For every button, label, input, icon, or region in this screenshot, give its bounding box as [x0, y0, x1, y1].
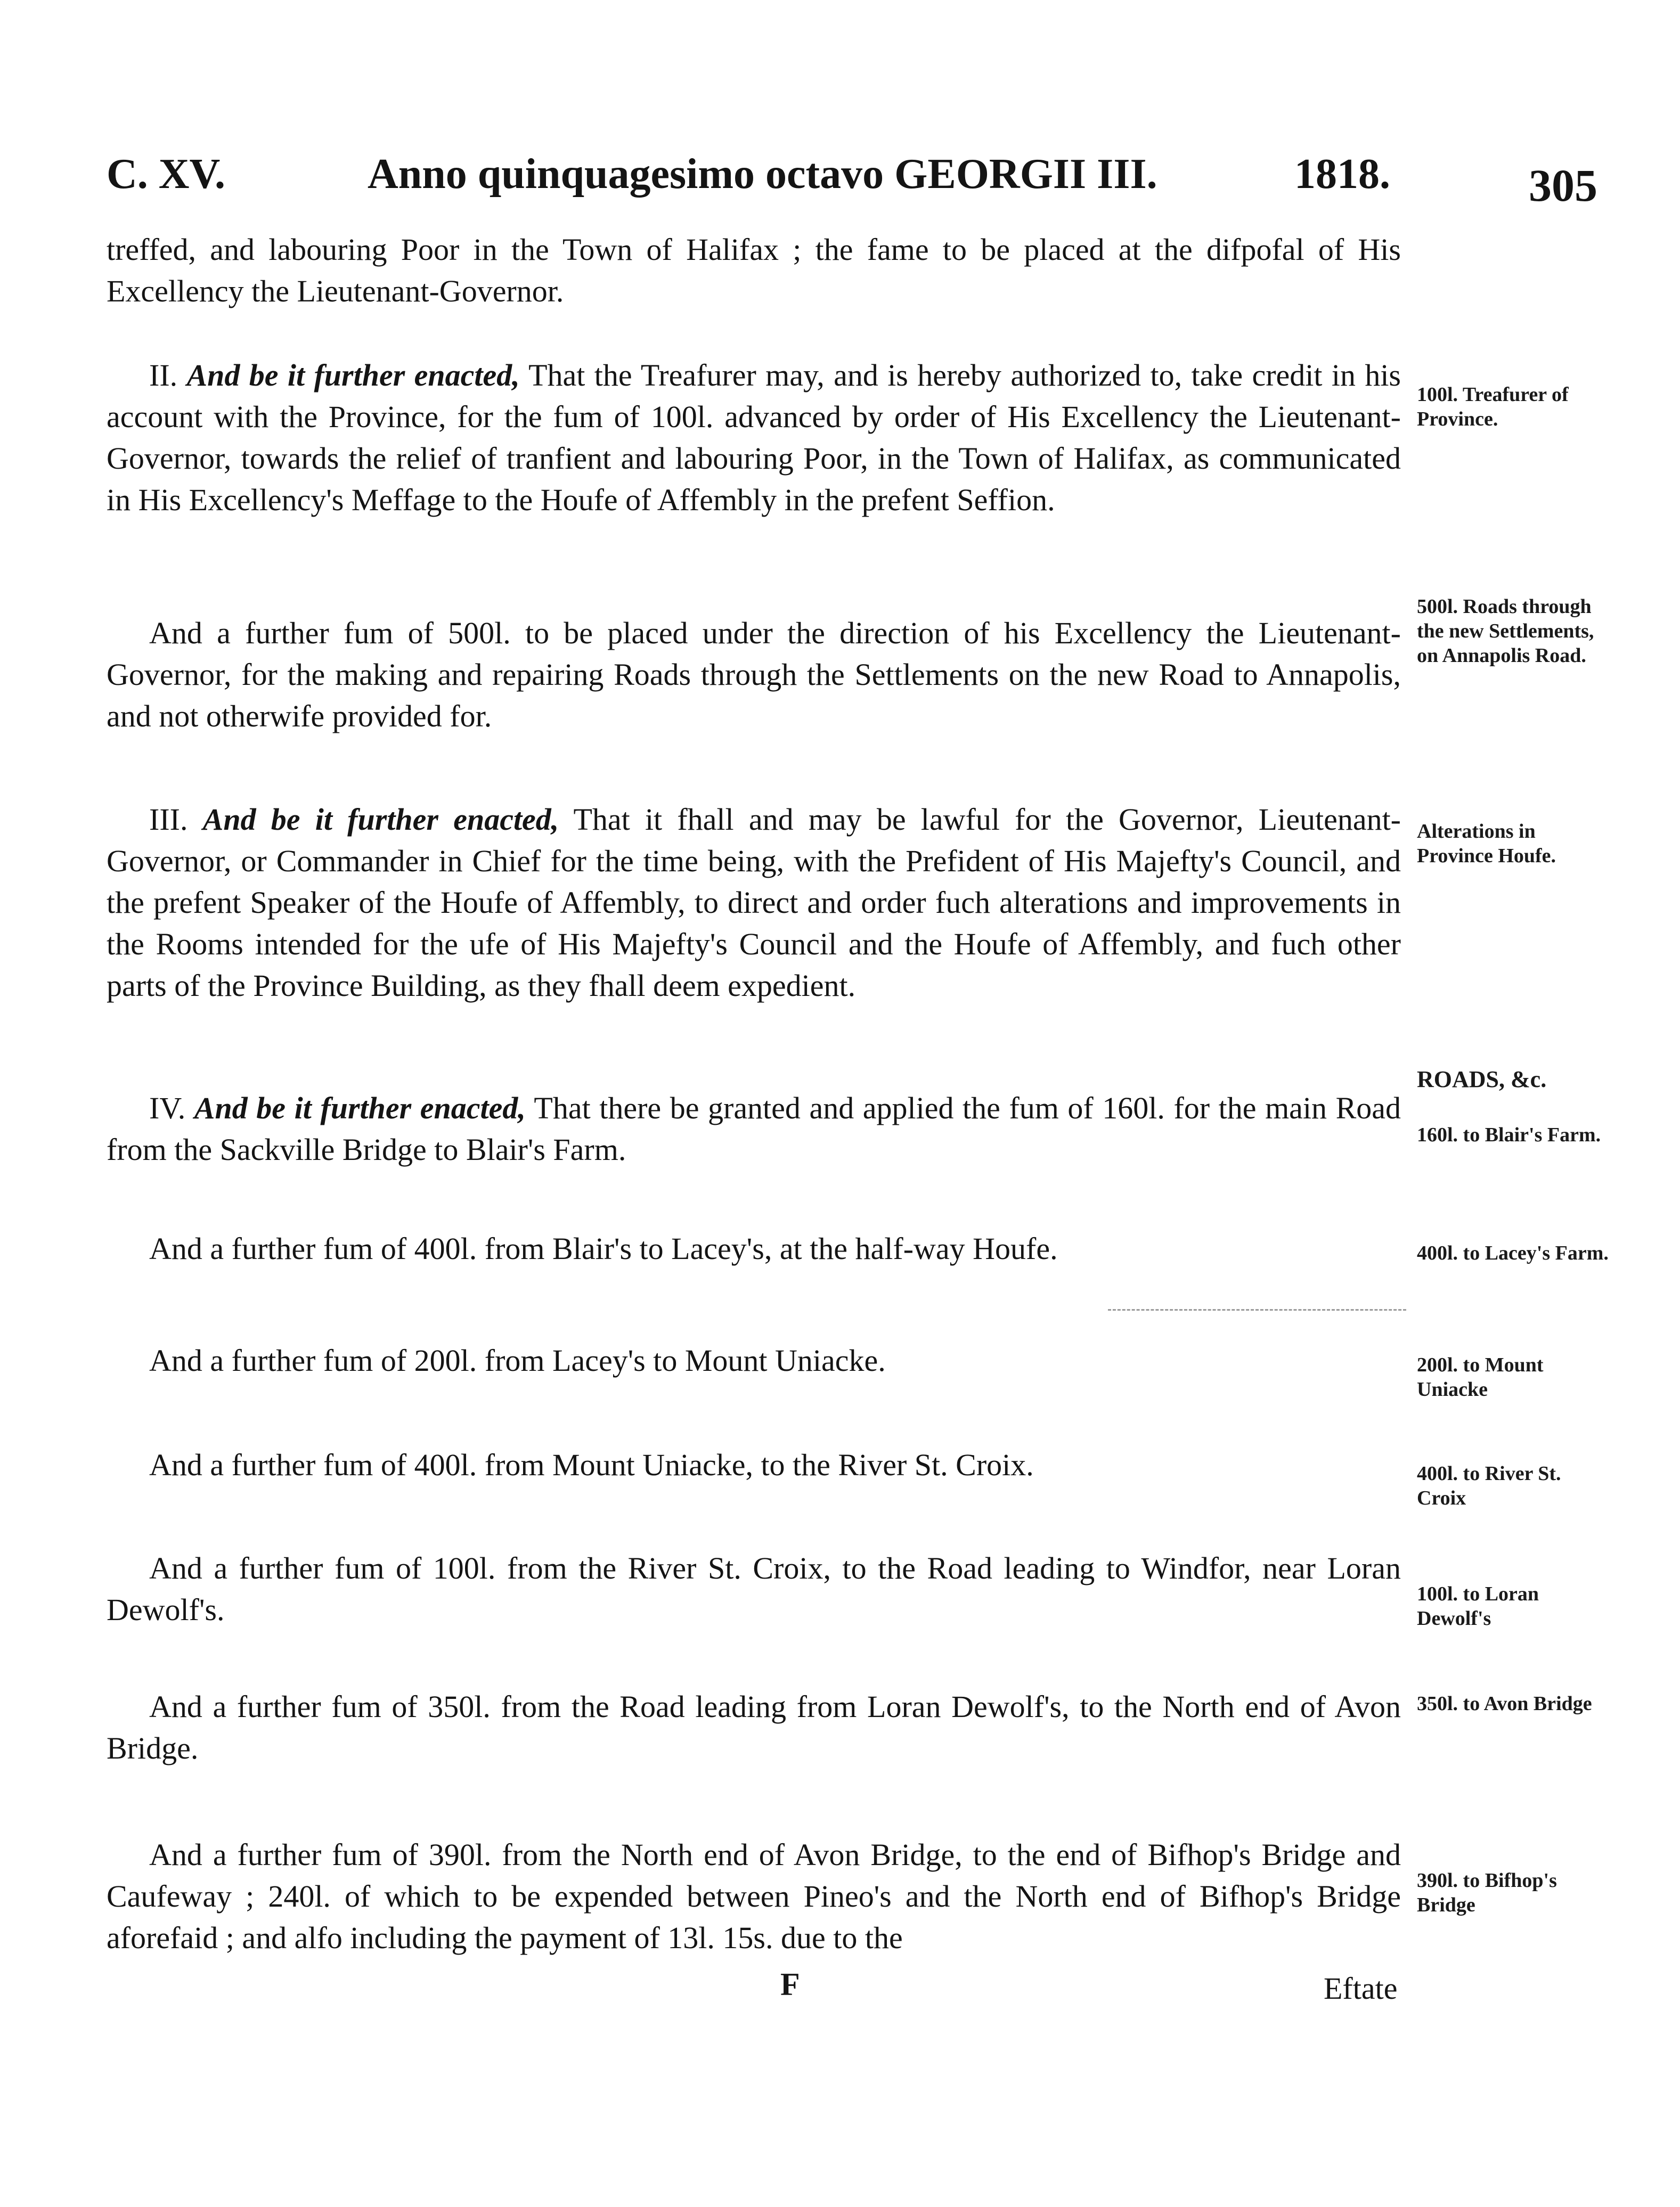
annapolis-road-paragraph [107, 612, 1401, 737]
grant-text: And a further fum of 350l. from the Road leading from Loran Dewolf's, to the North end of Avon Bridge. [107, 1689, 1401, 1765]
margin-note-river-st-croix: 400l. to River St. Croix [1417, 1462, 1561, 1509]
margin-note-blairs-farm: 160l. to Blair's Farm. [1417, 1124, 1601, 1146]
enacting-clause: And be it further enacted, [186, 358, 520, 393]
margin-note-bishops-bridge: 390l. to Bifhop's Bridge [1417, 1869, 1557, 1916]
margin-note-treasurer: 100l. Treafurer of Province. [1417, 383, 1569, 430]
section-text: That the Treafurer may, and is hereby authorized to, take credit in his account with the Province, for the fum of 100l. advanced by order of His Excellency the Lieutenant-Governor, towards the relief of tranfient and labouring Poor, in the Town of Halifax, as communicated in His Excellency's Meffage to the Houfe of Affembly in the prefent Seffion. [107, 358, 1401, 517]
grant-paragraph [107, 1444, 1401, 1486]
section-text: That it fhall and may be lawful for the Governor, Lieutenant-Governor, or Commander in Chief for the time being, with the Prefident of His Majefty's Council, and the prefent Speaker of the Houfe of Affembly, to direct and order fuch alterations and improvements in the Rooms intended for the ufe of His Majefty's Council and the Houfe of Affembly, and fuch other parts of the Province Building, as they fhall deem expedient. [107, 802, 1401, 1003]
dashed-rule [1108, 1309, 1406, 1311]
margin-note-avon-bridge: 350l. to Avon Bridge [1417, 1693, 1592, 1715]
paragraph-text: And a further fum of 500l. to be placed under the direction of his Excellency the Lieutenant-Governor, for the making and repairing Roads through the Settlements on the new Road to Annapolis, and not otherwife provided for. [107, 616, 1401, 733]
grant-text: And a further fum of 400l. from Mount Uniacke, to the River St. Croix. [149, 1448, 1034, 1482]
grant-paragraph [107, 1834, 1401, 1959]
running-title: Anno quinquagesimo octavo GEORGII III. [368, 151, 1157, 198]
section-iii [107, 799, 1401, 1007]
section-ii [107, 355, 1401, 521]
signature-mark: F [780, 1967, 800, 2002]
section-number: III. [149, 802, 188, 837]
section-iv [107, 1088, 1401, 1171]
grant-text: And a further fum of 100l. from the River St. Croix, to the Road leading to Windfor, near Loran Dewolf's. [107, 1551, 1401, 1627]
section-number: II. [149, 358, 178, 393]
grant-text: And a further fum of 400l. from Blair's to Lacey's, at the half-way Houfe. [149, 1231, 1058, 1266]
grant-paragraph [107, 1340, 1401, 1382]
margin-heading-roads: ROADS, &c. [1417, 1066, 1547, 1092]
margin-note-province-house: Alterations in Province Houfe. [1417, 820, 1556, 867]
margin-note-mount-uniacke: 200l. to Mount Uniacke [1417, 1354, 1544, 1401]
grant-text: And a further fum of 200l. from Lacey's to Mount Uniacke. [149, 1343, 886, 1378]
grant-paragraph [107, 1548, 1401, 1631]
header-year: 1818. [1294, 151, 1390, 198]
enacting-clause: And be it further enacted, [194, 1091, 526, 1125]
continuation-paragraph [107, 229, 1401, 312]
margin-note-laceys-farm: 400l. to Lacey's Farm. [1417, 1242, 1609, 1264]
margin-note-annapolis-road: 500l. Roads through the new Settlements, on Annapolis Road. [1417, 595, 1594, 667]
chapter-number: C. XV. [107, 151, 226, 198]
grant-text: And a further fum of 390l. from the North end of Avon Bridge, to the end of Bifhop's Bridge and Caufeway ; 240l. of which to be expended between Pineo's and the North end of Bifhop's Bridge aforefaid ; and alfo including the payment of 13l. 15s. due to the [107, 1837, 1401, 1955]
section-text: That there be granted and applied the fum of 160l. for the main Road from the Sackville Bridge to Blair's Farm. [107, 1091, 1401, 1167]
running-header [107, 150, 1630, 214]
catchword: Eftate [1324, 1971, 1398, 2006]
grant-paragraph [107, 1228, 1401, 1270]
section-number: IV. [149, 1091, 186, 1125]
enacting-clause: And be it further enacted, [202, 802, 559, 837]
page-number: 305 [1529, 160, 1597, 211]
margin-note-loran-dewolf: 100l. to Loran Dewolf's [1417, 1583, 1539, 1630]
grant-paragraph [107, 1686, 1401, 1769]
continuation-text: treffed, and labouring Poor in the Town of Halifax ; the fame to be placed at the difpofal of His Excellency the Lieutenant-Governor. [107, 232, 1401, 308]
